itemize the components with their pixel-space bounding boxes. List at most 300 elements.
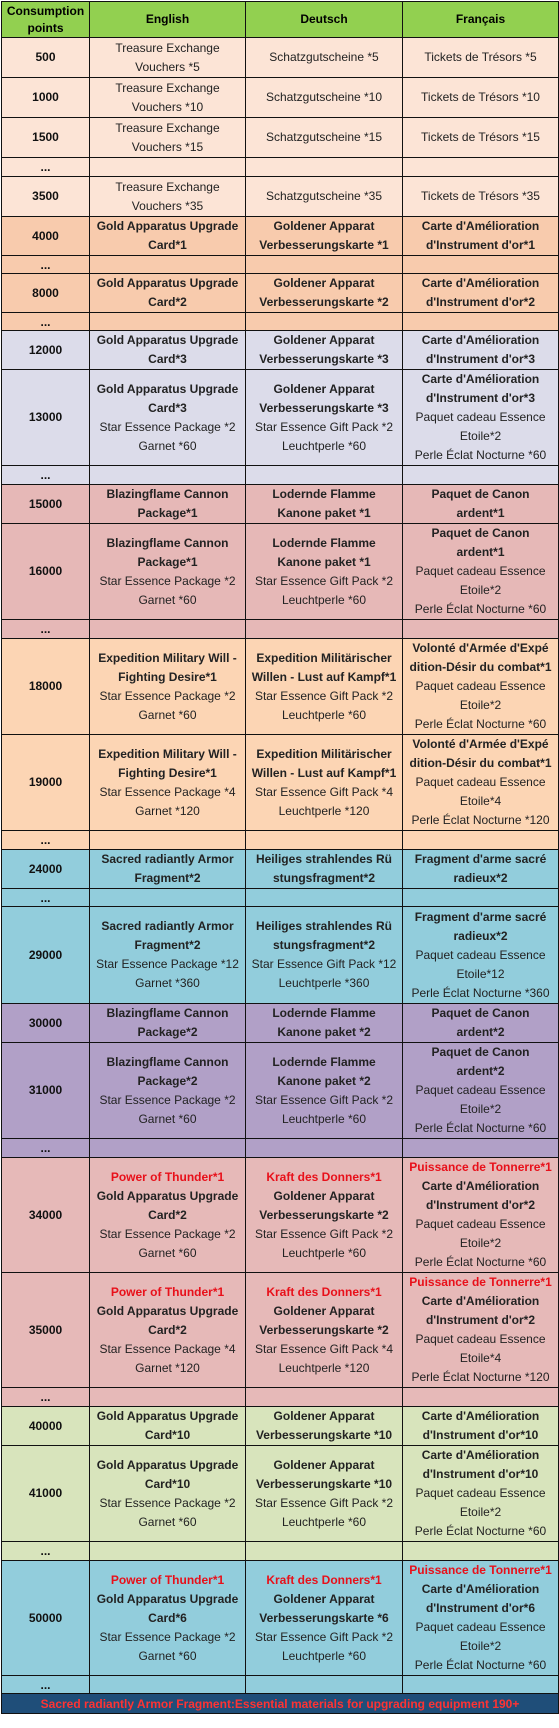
reward-line: Gold Apparatus Upgrade [96, 381, 239, 396]
reward-line: Leuchtperle *60 [281, 592, 367, 607]
reward-line: Gold Apparatus Upgrade [96, 333, 239, 347]
reward-line: Star Essence Gift Pack *2 [254, 1495, 394, 1510]
reward-line: Perle Éclat Nocturne *60 [414, 1255, 547, 1269]
reward-cell-deutsch [246, 370, 403, 466]
reward-line: Star Essence Gift Pack *4 [254, 1341, 394, 1356]
reward-line: Carte d'Amélioration [421, 372, 540, 386]
reward-cell-francais [403, 118, 559, 158]
reward-line: Leuchtperle *60 [281, 1111, 367, 1126]
reward-cell-francais [403, 1542, 559, 1561]
reward-line: Kraft des Donners*1 [266, 1572, 382, 1587]
ellipsis-row [2, 1388, 559, 1407]
reward-row [2, 370, 559, 466]
points-cell: 16000 [2, 524, 90, 620]
reward-line: Paquet de Canon [431, 1006, 530, 1020]
points-cell: 12000 [2, 331, 90, 370]
ellipsis-row [2, 256, 559, 274]
reward-line: Vouchers *15 [131, 139, 204, 154]
reward-cell-francais [403, 850, 559, 889]
rewards-table [1, 1, 559, 1714]
reward-cell-english [90, 158, 246, 177]
reward-cell-francais [403, 1407, 559, 1446]
reward-cell-francais [403, 889, 559, 907]
reward-row [2, 735, 559, 831]
reward-cell-english [90, 735, 246, 831]
reward-cell-francais [403, 177, 559, 217]
reward-line: Carte d'Amélioration [421, 1294, 540, 1308]
reward-cell-english [90, 907, 246, 1004]
points-cell: 34000 [2, 1158, 90, 1273]
reward-cell-english [90, 831, 246, 850]
reward-line: Garnet *60 [138, 1111, 197, 1126]
reward-line: Star Essence Package *2 [99, 419, 236, 434]
reward-line: Expedition Military Will - [98, 746, 237, 761]
reward-line: Package*2 [137, 1073, 198, 1088]
points-cell: 8000 [2, 274, 90, 313]
reward-line: Etoile*12 [456, 966, 505, 981]
reward-row [2, 1446, 559, 1542]
reward-line: Star Essence Package *2 [99, 688, 236, 703]
reward-cell-deutsch [246, 1139, 403, 1158]
reward-line: Card*10 [144, 1428, 191, 1442]
reward-line: Star Essence Gift Pack *2 [254, 573, 394, 588]
reward-line: Star Essence Gift Pack *2 [254, 688, 394, 703]
reward-line: Gold Apparatus Upgrade [96, 219, 239, 233]
reward-line: Schatzgutscheine *35 [265, 189, 383, 203]
reward-line: Goldener Apparat [273, 1591, 375, 1606]
reward-cell-deutsch [246, 1273, 403, 1388]
reward-line: Star Essence Package *4 [99, 784, 236, 799]
reward-cell-deutsch [246, 1676, 403, 1694]
points-cell: ... [2, 831, 90, 850]
reward-row [2, 1561, 559, 1676]
reward-line: Verbesserungskarte *2 [259, 1322, 389, 1337]
reward-line: Garnet *60 [138, 707, 197, 722]
reward-cell-english [90, 217, 246, 256]
reward-cell-english [90, 78, 246, 118]
reward-line: Power of Thunder*1 [110, 1169, 225, 1184]
reward-cell-deutsch [246, 256, 403, 274]
reward-line: Verbesserungskarte *10 [255, 1428, 393, 1442]
reward-line: ardent*1 [456, 545, 505, 559]
reward-line: Lodernde Flamme [272, 1006, 376, 1020]
reward-line: Blazingflame Cannon [106, 1006, 229, 1020]
reward-line: dition-Désir du combat*1 [409, 756, 552, 770]
reward-line: Carte d'Amélioration [421, 333, 540, 347]
reward-line: Paquet cadeau Essence [415, 679, 546, 693]
reward-line: Star Essence Package *4 [99, 1341, 236, 1356]
reward-line: ardent*2 [456, 1064, 505, 1078]
reward-cell-francais [403, 524, 559, 620]
reward-cell-english [90, 850, 246, 889]
header-points: Consumption points [2, 2, 90, 38]
ellipsis-row [2, 1676, 559, 1694]
reward-line: Paquet cadeau Essence [415, 1083, 546, 1097]
reward-line: Star Essence Package *2 [99, 573, 236, 588]
reward-row [2, 331, 559, 370]
points-cell: ... [2, 1388, 90, 1407]
points-cell: ... [2, 1542, 90, 1561]
reward-cell-english [90, 177, 246, 217]
reward-line: Paquet de Canon [431, 1045, 530, 1059]
reward-line: Paquet cadeau Essence [415, 775, 546, 789]
reward-line: Verbesserungskarte *2 [259, 1207, 389, 1222]
reward-cell-english [90, 1407, 246, 1446]
ellipsis-row [2, 1139, 559, 1158]
reward-line: Blazingflame Cannon [106, 487, 229, 501]
reward-cell-english [90, 1158, 246, 1273]
reward-line: d'Instrument d'or*1 [425, 238, 536, 252]
reward-line: Verbesserungskarte *2 [259, 295, 389, 309]
reward-cell-english [90, 38, 246, 78]
reward-line: Schatzgutscheine *10 [265, 90, 383, 104]
reward-line: Package*1 [137, 554, 198, 569]
reward-cell-deutsch [246, 620, 403, 639]
reward-line: d'Instrument d'or*2 [425, 1313, 536, 1327]
reward-line: Vouchers *5 [135, 59, 200, 74]
reward-line: Vouchers *35 [131, 198, 204, 213]
reward-line: Verbesserungskarte *1 [259, 238, 389, 252]
reward-line: Etoile*2 [459, 1236, 502, 1250]
reward-line: Gold Apparatus Upgrade [96, 276, 239, 290]
reward-line: Goldener Apparat [273, 1409, 375, 1423]
reward-line: Paquet cadeau Essence [415, 1217, 546, 1231]
reward-line: d'Instrument d'or*2 [425, 295, 536, 309]
reward-cell-francais [403, 831, 559, 850]
reward-line: Paquet de Canon [431, 526, 530, 540]
reward-line: Gold Apparatus Upgrade [96, 1409, 239, 1423]
reward-line: Perle Éclat Nocturne *60 [414, 717, 547, 731]
header-english: English [90, 2, 246, 38]
points-cell: ... [2, 889, 90, 907]
reward-line: Goldener Apparat [273, 381, 375, 396]
reward-cell-francais [403, 1273, 559, 1388]
reward-line: d'Instrument d'or*10 [422, 1428, 539, 1442]
ellipsis-row [2, 1542, 559, 1561]
reward-cell-deutsch [246, 1561, 403, 1676]
points-cell: 19000 [2, 735, 90, 831]
reward-cell-francais [403, 274, 559, 313]
reward-line: Puissance de Tonnerre*1 [409, 1160, 552, 1174]
reward-line: Carte d'Amélioration [421, 1448, 540, 1462]
reward-cell-francais [403, 735, 559, 831]
reward-cell-deutsch [246, 1407, 403, 1446]
reward-row [2, 78, 559, 118]
reward-line: Schatzgutscheine *15 [265, 130, 383, 144]
reward-line: Carte d'Amélioration [421, 276, 540, 290]
points-cell: 15000 [2, 485, 90, 524]
reward-line: Leuchtperle *60 [281, 1514, 367, 1529]
reward-cell-deutsch [246, 274, 403, 313]
reward-line: Gold Apparatus Upgrade [96, 1188, 239, 1203]
reward-line: stungsfragment*2 [272, 938, 376, 952]
reward-line: Garnet *60 [138, 1648, 197, 1663]
reward-line: Volonté d'Armée d'Expé [412, 641, 549, 655]
reward-line: Perle Éclat Nocturne *120 [411, 1370, 550, 1384]
points-cell: 50000 [2, 1561, 90, 1676]
reward-cell-english [90, 485, 246, 524]
points-cell: ... [2, 466, 90, 485]
reward-cell-deutsch [246, 313, 403, 331]
reward-line: Verbesserungskarte *3 [259, 352, 389, 366]
reward-line: Power of Thunder*1 [110, 1284, 225, 1299]
reward-line: Card*2 [148, 1207, 187, 1222]
points-cell: 30000 [2, 1004, 90, 1043]
reward-line: Perle Éclat Nocturne *120 [411, 813, 550, 827]
points-cell: 500 [2, 38, 90, 78]
reward-line: Card*2 [148, 295, 187, 309]
reward-line: Paquet cadeau Essence [415, 1486, 546, 1500]
reward-cell-english [90, 466, 246, 485]
reward-line: Star Essence Package *2 [99, 1226, 236, 1241]
reward-line: Kraft des Donners*1 [266, 1284, 382, 1299]
reward-cell-deutsch [246, 217, 403, 256]
reward-row [2, 485, 559, 524]
points-cell: 35000 [2, 1273, 90, 1388]
reward-row [2, 850, 559, 889]
reward-row [2, 1004, 559, 1043]
reward-line: Fragment*2 [134, 871, 201, 885]
reward-cell-deutsch [246, 78, 403, 118]
reward-line: Carte d'Amélioration [421, 1409, 540, 1423]
reward-cell-english [90, 313, 246, 331]
reward-line: dition-Désir du combat*1 [409, 660, 552, 674]
reward-line: Gold Apparatus Upgrade [96, 1457, 239, 1472]
reward-cell-francais [403, 1388, 559, 1407]
reward-line: Card*3 [148, 352, 187, 366]
reward-cell-english [90, 639, 246, 735]
reward-cell-deutsch [246, 158, 403, 177]
reward-row [2, 177, 559, 217]
reward-row [2, 639, 559, 735]
reward-line: Perle Éclat Nocturne *60 [414, 1524, 547, 1538]
reward-row [2, 1043, 559, 1139]
reward-cell-francais [403, 331, 559, 370]
reward-line: Kanone paket *1 [277, 554, 371, 569]
reward-line: Etoile*2 [459, 698, 502, 712]
reward-line: ardent*1 [456, 506, 505, 520]
reward-line: Verbesserungskarte *6 [259, 1610, 389, 1625]
reward-rows [2, 38, 559, 1694]
reward-line: Power of Thunder*1 [110, 1572, 225, 1587]
reward-line: Blazingflame Cannon [106, 535, 229, 550]
reward-cell-francais [403, 1043, 559, 1139]
reward-line: Verbesserungskarte *3 [259, 400, 389, 415]
reward-line: Vouchers *10 [131, 99, 204, 114]
reward-cell-english [90, 370, 246, 466]
reward-cell-english [90, 274, 246, 313]
reward-line: Garnet *60 [138, 592, 197, 607]
reward-row [2, 217, 559, 256]
reward-row [2, 907, 559, 1004]
reward-line: Treasure Exchange [115, 80, 220, 95]
reward-cell-francais [403, 466, 559, 485]
reward-cell-francais [403, 78, 559, 118]
reward-line: Card*10 [144, 1476, 191, 1491]
reward-line: ardent*2 [456, 1025, 505, 1039]
reward-line: Heiliges strahlendes Rü [255, 852, 393, 866]
points-cell: ... [2, 313, 90, 331]
reward-line: Goldener Apparat [273, 333, 375, 347]
reward-row [2, 524, 559, 620]
reward-cell-english [90, 1004, 246, 1043]
reward-cell-english [90, 1676, 246, 1694]
reward-line: Lodernde Flamme [272, 487, 376, 501]
reward-line: Leuchtperle *60 [281, 1245, 367, 1260]
reward-cell-english [90, 331, 246, 370]
reward-line: Heiliges strahlendes Rü [255, 919, 393, 933]
points-cell: ... [2, 256, 90, 274]
reward-line: Paquet de Canon [431, 487, 530, 501]
reward-line: Star Essence Package *2 [99, 1629, 236, 1644]
reward-line: Etoile*2 [459, 1639, 502, 1653]
reward-line: Carte d'Amélioration [421, 219, 540, 233]
reward-cell-deutsch [246, 331, 403, 370]
reward-line: Puissance de Tonnerre*1 [409, 1563, 552, 1577]
reward-line: Card*3 [148, 400, 187, 415]
reward-line: Paquet cadeau Essence [415, 1620, 546, 1634]
reward-line: d'Instrument d'or*2 [425, 1198, 536, 1212]
reward-line: Perle Éclat Nocturne *60 [414, 602, 547, 616]
reward-line: Treasure Exchange [115, 120, 220, 135]
points-cell: ... [2, 1676, 90, 1694]
reward-line: Leuchtperle *60 [281, 1648, 367, 1663]
reward-line: Fragment*2 [134, 938, 201, 952]
reward-line: Kraft des Donners*1 [266, 1169, 382, 1184]
reward-cell-english [90, 1388, 246, 1407]
reward-cell-english [90, 1139, 246, 1158]
reward-line: Paquet cadeau Essence [415, 1332, 546, 1346]
reward-cell-deutsch [246, 889, 403, 907]
reward-line: Expedition Militärischer [256, 746, 392, 761]
points-cell: 40000 [2, 1407, 90, 1446]
reward-line: Goldener Apparat [273, 219, 375, 233]
reward-row [2, 274, 559, 313]
reward-cell-english [90, 256, 246, 274]
reward-cell-deutsch [246, 485, 403, 524]
reward-line: Leuchtperle *60 [281, 707, 367, 722]
reward-line: Kanone paket *2 [277, 1025, 371, 1039]
reward-line: Star Essence Package *2 [99, 1092, 236, 1107]
reward-line: Paquet cadeau Essence [415, 947, 546, 962]
ellipsis-row [2, 889, 559, 907]
points-cell: ... [2, 158, 90, 177]
reward-line: Star Essence Package *2 [99, 1495, 236, 1510]
reward-cell-francais [403, 1139, 559, 1158]
reward-line: Star Essence Package *12 [96, 957, 239, 971]
reward-line: d'Instrument d'or*6 [425, 1601, 536, 1615]
footer-note: Sacred radiantly Armor Fragment:Essential materials for upgrading equipment 190+ [2, 1694, 559, 1714]
reward-line: Tickets de Trésors *5 [424, 50, 537, 64]
reward-line: Star Essence Gift Pack *2 [254, 1092, 394, 1107]
reward-line: Sacred radiantly Armor [101, 852, 234, 866]
reward-cell-english [90, 1561, 246, 1676]
reward-line: Blazingflame Cannon [106, 1054, 229, 1069]
points-cell: 3500 [2, 177, 90, 217]
reward-cell-francais [403, 907, 559, 1004]
reward-cell-english [90, 620, 246, 639]
reward-cell-francais [403, 313, 559, 331]
reward-line: Paquet cadeau Essence [415, 410, 546, 424]
reward-row [2, 1273, 559, 1388]
reward-cell-deutsch [246, 177, 403, 217]
reward-line: Perle Éclat Nocturne *60 [414, 1121, 547, 1135]
reward-line: d'Instrument d'or*3 [425, 352, 536, 366]
reward-line: Tickets de Trésors *15 [421, 130, 540, 144]
reward-cell-francais [403, 158, 559, 177]
reward-line: Garnet *60 [138, 438, 197, 453]
points-cell: 24000 [2, 850, 90, 889]
reward-cell-english [90, 1446, 246, 1542]
reward-cell-francais [403, 639, 559, 735]
reward-cell-english [90, 889, 246, 907]
reward-row [2, 1407, 559, 1446]
reward-row [2, 118, 559, 158]
reward-line: Card*6 [148, 1610, 187, 1625]
reward-line: Leuchtperle *60 [281, 438, 367, 453]
reward-cell-francais [403, 620, 559, 639]
reward-line: Kanone paket *1 [277, 506, 371, 520]
reward-line: Star Essence Gift Pack *2 [254, 419, 394, 434]
reward-line: Leuchtperle *360 [278, 976, 370, 990]
reward-cell-english [90, 1273, 246, 1388]
points-cell: ... [2, 1139, 90, 1158]
reward-cell-english [90, 1542, 246, 1561]
reward-cell-deutsch [246, 1043, 403, 1139]
header-francais: Français [403, 2, 559, 38]
reward-line: Carte d'Amélioration [421, 1179, 540, 1193]
reward-cell-francais [403, 1004, 559, 1043]
reward-line: Carte d'Amélioration [421, 1582, 540, 1596]
points-cell: 41000 [2, 1446, 90, 1542]
reward-line: Willen - Lust auf Kampf*1 [251, 765, 397, 780]
reward-line: Etoile*4 [459, 794, 502, 808]
ellipsis-row [2, 620, 559, 639]
reward-line: Card*1 [148, 238, 187, 252]
reward-line: Star Essence Gift Pack *2 [254, 1629, 394, 1644]
reward-cell-francais [403, 256, 559, 274]
reward-line: Package*2 [137, 1025, 198, 1039]
reward-cell-deutsch [246, 1004, 403, 1043]
ellipsis-row [2, 466, 559, 485]
reward-line: Goldener Apparat [273, 1303, 375, 1318]
reward-cell-deutsch [246, 1388, 403, 1407]
reward-cell-deutsch [246, 639, 403, 735]
reward-line: Garnet *120 [135, 803, 200, 818]
reward-line: radieux*2 [453, 871, 508, 885]
reward-line: Lodernde Flamme [272, 535, 376, 550]
reward-line: Leuchtperle *120 [278, 1360, 370, 1375]
reward-line: Star Essence Gift Pack *12 [251, 957, 397, 971]
reward-line: Perle Éclat Nocturne *60 [414, 1658, 547, 1672]
reward-line: Etoile*2 [459, 429, 502, 443]
reward-row [2, 38, 559, 78]
reward-line: Etoile*2 [459, 583, 502, 597]
reward-line: Schatzgutscheine *5 [269, 50, 379, 64]
points-cell: 29000 [2, 907, 90, 1004]
reward-line: Etoile*4 [459, 1351, 502, 1365]
reward-line: Kanone paket *2 [277, 1073, 371, 1088]
reward-line: Gold Apparatus Upgrade [96, 1591, 239, 1606]
reward-line: Gold Apparatus Upgrade [96, 1303, 239, 1318]
reward-cell-deutsch [246, 1446, 403, 1542]
reward-line: Volonté d'Armée d'Expé [412, 737, 549, 751]
points-cell: 1000 [2, 78, 90, 118]
reward-line: Etoile*2 [459, 1505, 502, 1519]
reward-line: Package*1 [137, 506, 198, 520]
reward-line: Treasure Exchange [115, 179, 220, 194]
reward-cell-deutsch [246, 831, 403, 850]
